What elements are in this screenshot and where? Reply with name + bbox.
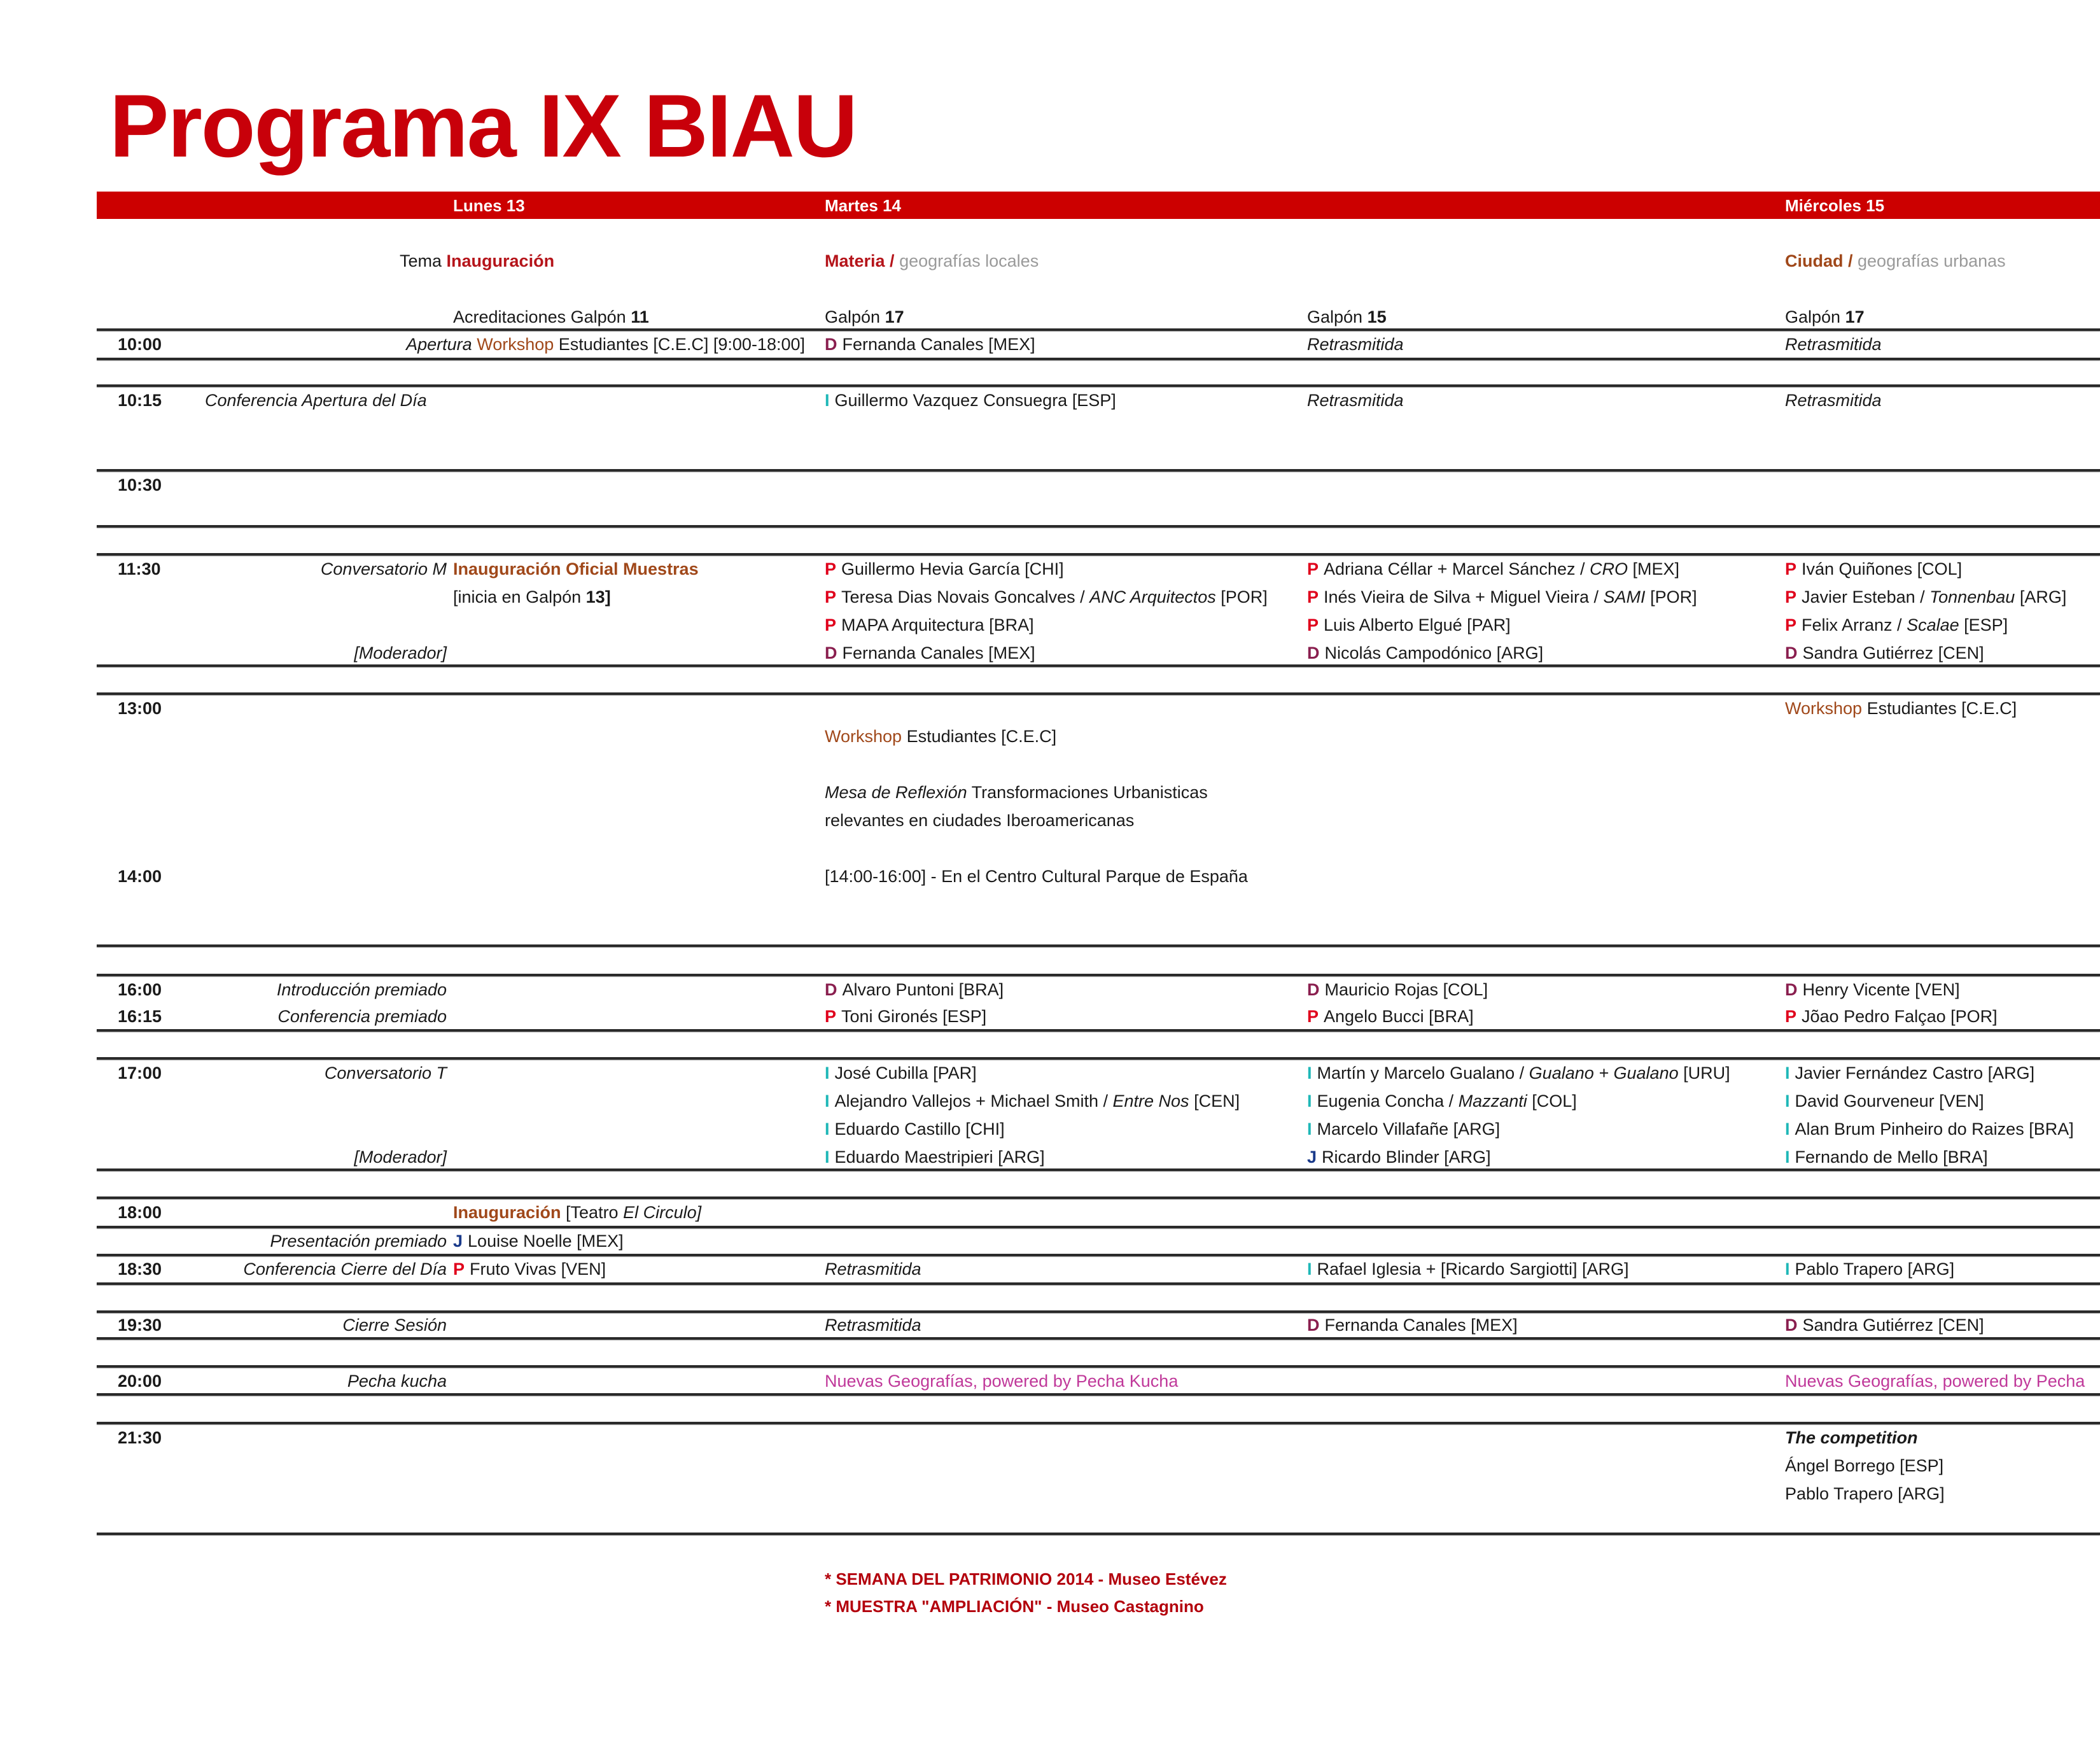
role-marker-icon: P — [1307, 587, 1319, 607]
retransmitted-note: Retrasmitida — [1307, 335, 1404, 354]
competition-speaker: Ángel Borrego [ESP] — [1785, 1456, 1944, 1475]
speaker-entry: I Alan Brum Pinheiro do Raizes [BRA] — [1785, 1119, 2074, 1139]
speaker-entry: P Inés Vieira de Silva + Miguel Vieira / SAMI [POR] — [1307, 587, 1697, 607]
role-marker-icon: P — [1307, 559, 1319, 579]
speaker-entry: D Fernanda Canales [MEX] — [825, 335, 1035, 354]
speaker-entry: P Felix Arranz / Scalae [ESP] — [1785, 615, 2008, 635]
role-marker-icon: I — [1307, 1259, 1312, 1279]
session-label: Introducción premiado — [276, 980, 447, 999]
speaker-entry: D Fernanda Canales [MEX] — [1307, 1316, 1518, 1335]
speaker-entry: I Rafael Iglesia + [Ricardo Sargiotti] [ARG] — [1307, 1259, 1629, 1279]
speaker-list-martes-b — [1307, 555, 1697, 667]
role-marker-icon: P — [1785, 615, 1797, 635]
session-apertura-workshop: Apertura Workshop Estudiantes [C.E.C] [9:00-18:00] — [406, 335, 805, 354]
speaker-entry: J Ricardo Blinder [ARG] — [1307, 1147, 1491, 1167]
session-label: Presentación premiado — [270, 1231, 447, 1251]
role-marker-icon: D — [1307, 980, 1320, 999]
speaker-entry: D Sandra Gutiérrez [CEN] — [1785, 1316, 1984, 1335]
mesa-location: [14:00-16:00] - En el Centro Cultural Parque de España — [825, 867, 1248, 886]
moderator-label: [Moderador] — [354, 643, 447, 663]
role-marker-icon: I — [1307, 1119, 1312, 1139]
time-label: 10:15 — [118, 391, 162, 410]
speaker-entry: P Iván Quiñones [COL] — [1785, 559, 1963, 579]
row-divider — [97, 944, 2100, 947]
time-label: 10:00 — [118, 335, 162, 354]
speaker-entry: P Teresa Dias Novais Goncalves / ANC Arquitectos [POR] — [825, 587, 1268, 607]
role-marker-icon: I — [1307, 1091, 1312, 1111]
role-marker-icon: P — [1307, 1007, 1319, 1026]
role-marker-icon: P — [1785, 559, 1797, 579]
role-marker-icon: I — [1785, 1063, 1790, 1083]
venue-lunes: Acreditaciones Galpón 11 — [453, 307, 649, 326]
speaker-entry: I David Gourveneur [VEN] — [1785, 1091, 1984, 1111]
time-label: 16:00 — [118, 980, 162, 999]
role-marker-icon: P — [825, 615, 837, 635]
time-label: 18:00 — [118, 1203, 162, 1222]
mesa-reflexion: Mesa de Reflexión Transformaciones Urbanisticas — [825, 783, 1208, 802]
speaker-entry: I Eugenia Concha / Mazzanti [COL] — [1307, 1091, 1577, 1111]
row-divider — [97, 525, 2100, 528]
session-label: Conferencia Apertura del Día — [205, 391, 427, 410]
time-label: 18:30 — [118, 1259, 162, 1279]
role-marker-icon: D — [1785, 643, 1798, 663]
speaker-entry: P MAPA Arquitectura [BRA] — [825, 615, 1034, 635]
session-label: Conferencia premiado — [277, 1007, 447, 1026]
speaker-entry: I Guillermo Vazquez Consuegra [ESP] — [825, 391, 1116, 410]
role-marker-icon: D — [825, 643, 837, 663]
role-marker-icon: D — [1785, 1316, 1798, 1335]
role-marker-icon: I — [825, 1091, 830, 1111]
speaker-entry: P Jõao Pedro Falçao [POR] — [1785, 1007, 1998, 1026]
speaker-entry: I Eduardo Castillo [CHI] — [825, 1119, 1005, 1139]
time-label: 20:00 — [118, 1372, 162, 1391]
time-label: 21:30 — [118, 1428, 162, 1447]
speaker-entry: P Guillermo Hevia García [CHI] — [825, 559, 1064, 579]
speaker-entry: I Pablo Trapero [ARG] — [1785, 1259, 1955, 1279]
role-marker-icon: D — [825, 980, 837, 999]
retransmitted-note: Retrasmitida — [1307, 391, 1404, 410]
speaker-entry: D Mauricio Rojas [COL] — [1307, 980, 1488, 999]
competition-speaker: Pablo Trapero [ARG] — [1785, 1484, 1945, 1503]
speaker-entry: D Fernanda Canales [MEX] — [825, 643, 1035, 663]
inauguracion-teatro: Inauguración [Teatro El Circulo] — [453, 1203, 702, 1222]
role-marker-icon: P — [453, 1259, 465, 1279]
speaker-list-miercoles — [1785, 555, 2066, 667]
venue-martes-b: Galpón 15 — [1307, 307, 1387, 326]
role-marker-icon: D — [825, 335, 837, 354]
time-label: 14:00 — [118, 867, 162, 886]
speaker-list-martes-b — [1307, 1059, 1730, 1171]
retransmitted-note: Retrasmitida — [1785, 391, 1882, 410]
role-marker-icon: I — [825, 1147, 830, 1167]
role-marker-icon: P — [1785, 587, 1797, 607]
role-marker-icon: P — [825, 1007, 837, 1026]
speaker-entry: P Toni Gironés [ESP] — [825, 1007, 987, 1026]
time-label: 19:30 — [118, 1316, 162, 1335]
day-lunes: Lunes 13 — [453, 196, 525, 215]
workshop-session: Workshop Estudiantes [C.E.C] — [1785, 699, 2017, 718]
retransmitted-note: Retrasmitida — [825, 1316, 921, 1335]
speaker-entry: P Adriana Céllar + Marcel Sánchez / CRO [MEX] — [1307, 559, 1680, 579]
mesa-reflexion-line2: relevantes en ciudades Iberoamericanas — [825, 811, 1135, 830]
day-martes: Martes 14 — [825, 196, 901, 215]
speaker-entry: I Eduardo Maestripieri [ARG] — [825, 1147, 1045, 1167]
speaker-entry: I Alejandro Vallejos + Michael Smith / Entre Nos [CEN] — [825, 1091, 1240, 1111]
role-marker-icon: I — [1785, 1147, 1790, 1167]
workshop-session: Workshop Estudiantes [C.E.C] — [825, 727, 1057, 746]
footnote: * MUESTRA "AMPLIACIÓN" - Museo Castagnino — [825, 1597, 1204, 1616]
speaker-entry: P Luis Alberto Elgué [PAR] — [1307, 615, 1511, 635]
speaker-entry: P Javier Esteban / Tonnenbau [ARG] — [1785, 587, 2067, 607]
role-marker-icon: P — [825, 559, 837, 579]
speaker-entry: I Marcelo Villafañe [ARG] — [1307, 1119, 1501, 1139]
role-marker-icon: P — [1307, 615, 1319, 635]
venue-miercoles: Galpón 17 — [1785, 307, 1865, 326]
theme-lunes-name: Inauguración — [446, 251, 555, 270]
session-title: Inauguración Oficial Muestras — [453, 559, 699, 579]
speaker-list-martes-a — [825, 555, 1268, 667]
day-miercoles: Miércoles 15 — [1785, 196, 1885, 215]
role-marker-icon: J — [1307, 1147, 1317, 1167]
retransmitted-note: Retrasmitida — [1785, 335, 1882, 354]
speaker-entry: D Nicolás Campodónico [ARG] — [1307, 643, 1544, 663]
speaker-list-miercoles — [1785, 1059, 2074, 1171]
session-label: Pecha kucha — [347, 1372, 447, 1391]
footnote: * SEMANA DEL PATRIMONIO 2014 - Museo Estévez — [825, 1569, 1227, 1589]
venue-martes-a: Galpón 17 — [825, 307, 904, 326]
role-marker-icon: J — [453, 1231, 463, 1251]
role-marker-icon: D — [1307, 1316, 1320, 1335]
role-marker-icon: I — [825, 1119, 830, 1139]
role-marker-icon: D — [1785, 980, 1798, 999]
day-header-bar — [97, 192, 2100, 219]
pecha-kucha-session: Nuevas Geografías, powered by Pecha Kucha — [825, 1372, 1179, 1391]
speaker-entry: I Fernando de Mello [BRA] — [1785, 1147, 1988, 1167]
role-marker-icon: I — [825, 1063, 830, 1083]
theme-lunes: Tema Inauguración — [400, 251, 555, 270]
speaker-entry: P Fruto Vivas [VEN] — [453, 1259, 606, 1279]
role-marker-icon: D — [1307, 643, 1320, 663]
moderator-label: [Moderador] — [354, 1147, 447, 1167]
speaker-entry: D Alvaro Puntoni [BRA] — [825, 980, 1004, 999]
competition-title: The competition — [1785, 1428, 1918, 1447]
row-divider — [97, 1196, 2100, 1199]
retransmitted-note: Retrasmitida — [825, 1259, 921, 1279]
theme-martes: Materia / geografías locales — [825, 251, 1039, 270]
time-label: 13:00 — [118, 699, 162, 718]
session-label: Conversatorio T — [324, 1063, 447, 1083]
session-label: Cierre Sesión — [342, 1316, 447, 1335]
theme-miercoles: Ciudad / geografías urbanas — [1785, 251, 2006, 270]
time-label: 11:30 — [118, 559, 161, 579]
role-marker-icon: I — [1785, 1119, 1790, 1139]
speaker-entry: D Sandra Gutiérrez [CEN] — [1785, 643, 1984, 663]
speaker-entry: D Henry Vicente [VEN] — [1785, 980, 1960, 999]
time-label: 17:00 — [118, 1063, 162, 1083]
speaker-entry: I Martín y Marcelo Gualano / Gualano + Gualano [URU] — [1307, 1063, 1730, 1083]
speaker-list-martes-a — [825, 1059, 1240, 1171]
session-location: [inicia en Galpón 13] — [453, 587, 611, 607]
time-label: 16:15 — [118, 1007, 162, 1026]
speaker-entry: J Louise Noelle [MEX] — [453, 1231, 624, 1251]
role-marker-icon: I — [1785, 1091, 1790, 1111]
role-marker-icon: P — [825, 587, 837, 607]
session-label: Conversatorio M — [320, 559, 447, 579]
session-label: Conferencia Cierre del Día — [243, 1259, 447, 1279]
pecha-kucha-session: Nuevas Geografías, powered by Pecha — [1785, 1372, 2085, 1391]
speaker-entry: I Javier Fernández Castro [ARG] — [1785, 1063, 2035, 1083]
time-label: 10:30 — [118, 475, 162, 495]
speaker-entry: P Angelo Bucci [BRA] — [1307, 1007, 1474, 1026]
role-marker-icon: I — [1307, 1063, 1312, 1083]
row-divider — [97, 1533, 2100, 1535]
page-title: Programa IX BIAU — [109, 76, 857, 176]
role-marker-icon: I — [1785, 1259, 1790, 1279]
speaker-entry: I José Cubilla [PAR] — [825, 1063, 977, 1083]
row-divider — [97, 469, 2100, 472]
role-marker-icon: I — [825, 391, 830, 410]
role-marker-icon: P — [1785, 1007, 1797, 1026]
